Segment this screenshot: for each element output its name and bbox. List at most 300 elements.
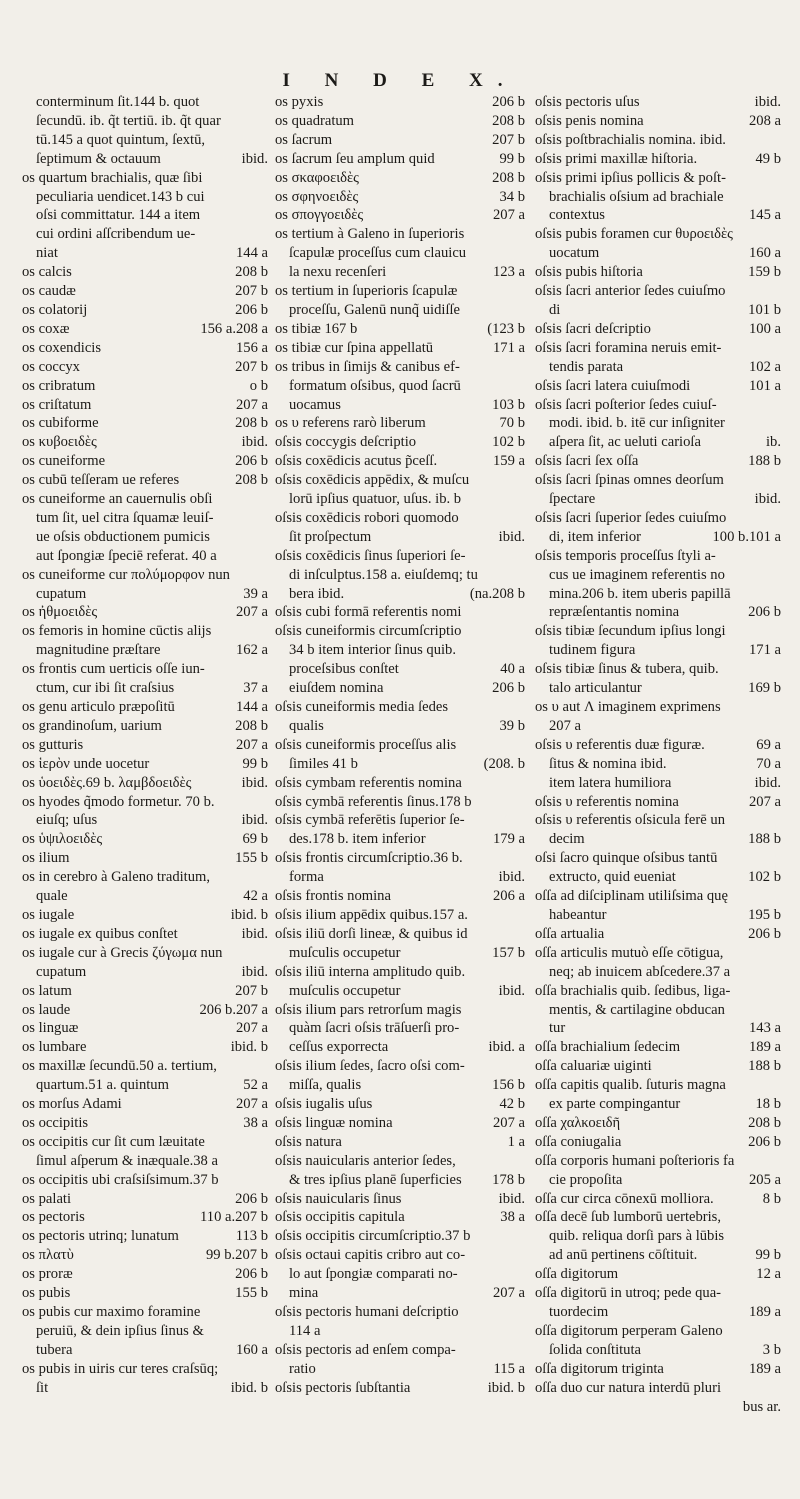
index-entry xyxy=(275,755,525,774)
index-entry xyxy=(22,603,268,622)
entry-reference: 159 b xyxy=(748,264,781,281)
entry-reference: 49 b xyxy=(755,150,781,167)
entry-reference: 52 a xyxy=(243,1077,268,1094)
index-entry xyxy=(535,320,781,339)
entry-reference: ib. xyxy=(766,434,781,451)
index-entry xyxy=(22,717,268,736)
index-entry xyxy=(22,1038,268,1057)
entry-text: oſsis ſacri ſuperior ſedes cuiuſmo xyxy=(535,509,727,526)
entry-text: quib. reliqua dorſi pars à lūbis xyxy=(549,1228,725,1245)
entry-text: oſsis occipitis capitula xyxy=(275,1209,405,1226)
entry-reference: 206 b xyxy=(235,453,268,470)
index-entry xyxy=(535,622,781,641)
index-entry xyxy=(275,944,525,963)
index-entry xyxy=(22,282,268,301)
index-entry xyxy=(22,925,268,944)
entry-text: os pectoris utrinq; lunatum xyxy=(22,1228,179,1245)
entry-text: os pubis cur maximo foramine xyxy=(22,1304,201,1320)
entry-reference: ibid. xyxy=(498,1190,525,1207)
entry-text: quartum.51 a. quintum xyxy=(36,1077,169,1094)
index-entry xyxy=(275,982,525,1001)
entry-text: os υ aut Λ imaginem exprimens xyxy=(535,699,721,715)
entry-reference: 102 b xyxy=(748,869,781,886)
entry-reference: ibid. xyxy=(498,982,525,999)
entry-text: oſsis ſacri ſpinas omnes deorſum xyxy=(535,472,724,489)
entry-text: qualis xyxy=(289,717,324,734)
entry-reference: 206 b xyxy=(235,1190,268,1207)
entry-text: oſsis linguæ nomina xyxy=(275,1114,393,1131)
index-entry xyxy=(535,849,781,868)
entry-text: os ſacrum ſeu amplum quid xyxy=(275,150,435,167)
entry-reference: 208 b xyxy=(492,112,525,129)
index-entry xyxy=(22,736,268,755)
entry-text: ſitus & nomina ibid. xyxy=(549,755,667,772)
entry-text: oſsi committatur. 144 a item xyxy=(36,207,201,224)
index-entry xyxy=(535,830,781,849)
index-entry xyxy=(535,547,781,566)
index-entry xyxy=(275,566,525,585)
entry-text: tudinem figura xyxy=(549,642,636,659)
index-entry xyxy=(535,1246,781,1265)
entry-text: os ἱερὸν unde uocetur xyxy=(22,755,150,772)
entry-text: quàm ſacri oſsis trāſuerſi pro- xyxy=(289,1020,460,1037)
index-entry xyxy=(22,1379,268,1398)
index-entry xyxy=(22,1133,268,1152)
entry-text: os quadratum xyxy=(275,112,355,129)
entry-text: bus ar. xyxy=(742,1398,781,1415)
entry-text: os ἠθμοειδὲς xyxy=(22,604,98,621)
index-entry xyxy=(275,603,525,622)
entry-text: ſolida conſtituta xyxy=(549,1341,642,1358)
entry-text: os cuneiforme an cauernulis obſi xyxy=(22,491,213,508)
entry-text: la nexu recenſeri xyxy=(289,264,387,281)
entry-text: oſsis pectoris ad enſem compa- xyxy=(275,1341,456,1358)
index-entry xyxy=(535,377,781,396)
index-entry xyxy=(22,112,268,131)
index-entry xyxy=(275,301,525,320)
index-entry xyxy=(535,1133,781,1152)
index-entry xyxy=(535,1171,781,1190)
entry-text: ad anū pertinens cōſtituit. xyxy=(549,1247,698,1264)
index-entry xyxy=(22,452,268,471)
index-entry xyxy=(275,188,525,207)
entry-reference: 155 b xyxy=(235,850,268,867)
index-entry xyxy=(22,263,268,282)
index-entry xyxy=(535,188,781,207)
entry-text: os latum xyxy=(22,982,72,999)
entry-text: modi. ibid. b. itē cur inſigniter xyxy=(549,415,725,432)
index-entry xyxy=(535,906,781,925)
entry-reference: 34 b xyxy=(499,188,525,205)
index-entry xyxy=(275,925,525,944)
entry-text: os coxæ xyxy=(22,320,70,337)
entry-text: oſſa cur circa cōnexū molliora. xyxy=(535,1190,714,1207)
entry-reference: 37 a xyxy=(243,680,268,697)
entry-text: oſsis ilium appēdix quibus.157 a. xyxy=(275,906,468,923)
entry-reference: 42 b xyxy=(499,1096,525,1113)
entry-text: os frontis cum uerticis oſſe iun- xyxy=(22,661,205,678)
entry-reference: ibid. xyxy=(498,869,525,886)
entry-reference: 102 b xyxy=(492,434,525,451)
index-entry xyxy=(275,1322,525,1341)
index-entry xyxy=(535,1057,781,1076)
entry-text: os proræ xyxy=(22,1266,73,1283)
entry-reference: 144 a xyxy=(235,699,268,715)
entry-text: oſsis cuneiformis circumſcriptio xyxy=(275,623,462,640)
entry-text: extructo, quid eueniat xyxy=(549,869,676,886)
entry-reference: 178 b xyxy=(492,1171,525,1188)
entry-text: di xyxy=(549,301,561,318)
entry-text: cupatum xyxy=(36,963,87,980)
entry-text: os ὑοειδὲς.69 b. λαμβδοειδὲς xyxy=(22,774,192,791)
entry-reference: 1 a xyxy=(507,1133,525,1150)
entry-reference: 207 a xyxy=(235,736,268,753)
entry-reference: 157 b xyxy=(492,944,525,961)
entry-text: os cubū teſſeram ue referes xyxy=(22,472,180,489)
entry-text: oſsis υ referentis oſsicula ferē un xyxy=(535,812,725,829)
index-entry xyxy=(535,1114,781,1133)
entry-text: os κυβοειδὲς xyxy=(22,434,97,451)
entry-reference: 195 b xyxy=(748,906,781,923)
index-entry xyxy=(535,339,781,358)
entry-reference: 144 a xyxy=(235,245,268,262)
index-entry xyxy=(535,414,781,433)
index-entry xyxy=(275,263,525,282)
entry-reference: 99 b.207 b xyxy=(205,1247,268,1264)
entry-reference: 3 b xyxy=(762,1341,781,1358)
index-entry xyxy=(275,1379,525,1398)
entry-reference: 208 b xyxy=(492,169,525,186)
entry-reference: 115 a xyxy=(493,1360,525,1377)
index-entry xyxy=(535,490,781,509)
entry-text: oſsis cymbā referētis ſuperior ſe- xyxy=(275,812,465,829)
entry-text: os femoris in homine cūctis alijs xyxy=(22,623,212,640)
entry-text: oſsis ſacri foramina neruis emit- xyxy=(535,339,722,356)
entry-text: os grandinoſum, uarium xyxy=(22,717,162,734)
entry-reference: (208. b xyxy=(483,755,525,772)
index-entry xyxy=(535,1038,781,1057)
index-entry xyxy=(275,963,525,982)
index-entry xyxy=(22,509,268,528)
entry-reference: 207 a xyxy=(492,1285,525,1302)
entry-reference: ibid. b xyxy=(230,1379,268,1396)
entry-reference: 155 b xyxy=(235,1285,268,1302)
index-entry xyxy=(275,320,525,339)
entry-text: os tertium in ſuperioris ſcapulæ xyxy=(275,283,458,300)
index-entry xyxy=(22,244,268,263)
index-entry xyxy=(535,1360,781,1379)
index-entry xyxy=(535,1322,781,1341)
index-entry xyxy=(22,1001,268,1020)
entry-text: oſsis ſacri deſcriptio xyxy=(535,320,651,337)
entry-text: formatum oſsibus, quod ſacrū xyxy=(289,377,461,394)
entry-reference: 188 b xyxy=(748,1058,781,1075)
index-entry xyxy=(275,1190,525,1209)
entry-text: item latera humiliora xyxy=(549,774,672,791)
entry-reference: 207 b xyxy=(235,358,268,375)
entry-text: os iugale cur à Grecis ζύγωμα nun xyxy=(22,944,223,961)
entry-text: cui ordini aſſcribendum ue- xyxy=(36,226,196,243)
entry-reference: 159 a xyxy=(492,453,525,470)
entry-text: os tibiæ 167 b xyxy=(275,320,358,337)
index-entry xyxy=(275,244,525,263)
index-entry xyxy=(275,868,525,887)
entry-reference: 110 a.207 b xyxy=(200,1209,268,1226)
entry-text: oſsis nauicularis anterior ſedes, xyxy=(275,1152,456,1169)
index-entry xyxy=(535,774,781,793)
entry-text: os πλατὺ xyxy=(22,1247,74,1264)
entry-text: oſsis ſacri poſterior ſedes cuiuſ- xyxy=(535,396,717,413)
entry-text: oſsis ſacri ſex oſſa xyxy=(535,453,639,470)
index-entry xyxy=(535,566,781,585)
index-entry xyxy=(22,698,268,717)
index-entry xyxy=(275,339,525,358)
entry-text: os colatorij xyxy=(22,301,88,318)
entry-text: os coccyx xyxy=(22,358,80,375)
entry-text: oſſa articulis mutuò eſſe cōtigua, xyxy=(535,944,724,961)
index-entry xyxy=(275,736,525,755)
entry-reference: 208 b xyxy=(235,717,268,734)
entry-text: os genu articulo præpoſitū xyxy=(22,699,175,715)
index-entry xyxy=(275,641,525,660)
entry-reference: 156 a xyxy=(235,339,268,356)
entry-text: conterminum ſit.144 b. quot xyxy=(36,94,200,110)
index-entry xyxy=(535,793,781,812)
entry-text: oſsis tibiæ ſinus & tubera, quib. xyxy=(535,661,719,678)
index-entry xyxy=(22,490,268,509)
index-entry xyxy=(535,982,781,1001)
entry-text: ſimiles 41 b xyxy=(289,755,358,772)
index-entry xyxy=(275,150,525,169)
index-entry xyxy=(535,1208,781,1227)
entry-text: di, item inferior xyxy=(549,528,641,545)
entry-reference: ibid. xyxy=(754,94,781,110)
index-column-1 xyxy=(22,93,268,1398)
index-entry xyxy=(275,1303,525,1322)
entry-reference: 160 a xyxy=(235,1341,268,1358)
entry-text: oſsis coxēdicis ſinus ſuperiori ſe- xyxy=(275,547,466,564)
index-entry xyxy=(22,377,268,396)
entry-text: oſsis cymbā referentis ſinus.178 b xyxy=(275,793,472,810)
entry-text: miſſa, qualis xyxy=(289,1077,362,1094)
index-entry xyxy=(22,320,268,339)
entry-text: ſpectare xyxy=(549,491,596,508)
entry-reference: 207 b xyxy=(492,131,525,148)
entry-reference: 207 a xyxy=(235,604,268,621)
index-entry xyxy=(275,93,525,112)
index-entry xyxy=(275,811,525,830)
entry-text: cupatum xyxy=(36,585,87,602)
index-entry xyxy=(535,244,781,263)
entry-text: os σπογγοειδὲς xyxy=(275,207,364,224)
entry-reference: 207 a xyxy=(492,1114,525,1131)
entry-text: os pubis xyxy=(22,1285,71,1302)
index-entry xyxy=(22,471,268,490)
entry-reference: 188 b xyxy=(748,453,781,470)
index-entry xyxy=(275,887,525,906)
index-entry xyxy=(535,1265,781,1284)
entry-reference: 206 b xyxy=(492,680,525,697)
index-entry xyxy=(22,906,268,925)
index-entry xyxy=(535,868,781,887)
index-entry xyxy=(22,339,268,358)
entry-reference: 205 a xyxy=(748,1171,781,1188)
entry-text: oſſa artualia xyxy=(535,925,605,942)
entry-reference: 38 a xyxy=(243,1114,268,1131)
entry-text: oſsis υ referentis nomina xyxy=(535,793,679,810)
index-entry xyxy=(22,660,268,679)
index-entry xyxy=(535,736,781,755)
entry-text: ex parte compingantur xyxy=(549,1096,681,1113)
entry-text: muſculis occupetur xyxy=(289,982,401,999)
entry-text: ſeptimum & octauum xyxy=(36,150,161,167)
index-entry xyxy=(275,1171,525,1190)
entry-reference: (123 b xyxy=(487,320,525,337)
entry-text: oſsis ſacri anterior ſedes cuiuſmo xyxy=(535,283,726,300)
index-entry xyxy=(535,282,781,301)
entry-text: cie propoſita xyxy=(549,1171,623,1188)
entry-text: os ilium xyxy=(22,850,70,867)
index-entry xyxy=(22,1171,268,1190)
entry-text: repræſentantis nomina xyxy=(549,604,680,621)
entry-text: quale xyxy=(36,888,68,905)
entry-reference: 206 b xyxy=(235,301,268,318)
entry-text: os morſus Adami xyxy=(22,1096,122,1113)
entry-reference: ibid. xyxy=(754,491,781,508)
entry-text: lo aut ſpongiæ comparati no- xyxy=(289,1266,458,1283)
entry-text: brachialis oſsium ad brachiale xyxy=(549,188,724,205)
entry-text: ſit proſpectum xyxy=(289,528,372,545)
entry-reference: 208 b xyxy=(235,472,268,489)
index-entry xyxy=(22,944,268,963)
entry-text: oſsi ſacro quinque oſsibus tantū xyxy=(535,850,718,867)
index-entry xyxy=(535,603,781,622)
entry-text: oſsis cymbam referentis nomina xyxy=(275,774,462,791)
entry-text: os σκαφοειδὲς xyxy=(275,169,359,186)
index-entry xyxy=(275,1284,525,1303)
index-entry xyxy=(535,944,781,963)
entry-text: oſsis coxēdicis acutus p̃ceſſ. xyxy=(275,453,438,470)
index-entry xyxy=(275,793,525,812)
index-entry xyxy=(275,906,525,925)
entry-reference: 18 b xyxy=(755,1096,781,1113)
entry-text: os cubiforme xyxy=(22,415,99,432)
entry-text: mentis, & cartilagine obducan xyxy=(549,1001,725,1018)
index-entry xyxy=(22,188,268,207)
index-entry xyxy=(535,396,781,415)
entry-text: oſsis temporis proceſſus ſtyli a- xyxy=(535,547,716,564)
entry-reference: o b xyxy=(249,377,268,394)
entry-text: os υ referens rarò liberum xyxy=(275,415,426,432)
index-entry xyxy=(22,1341,268,1360)
entry-text: ſit xyxy=(36,1379,49,1396)
index-entry xyxy=(275,1265,525,1284)
entry-text: des.178 b. item inferior xyxy=(289,831,426,848)
index-column-2 xyxy=(275,93,525,1398)
index-entry xyxy=(275,1360,525,1379)
index-entry xyxy=(22,793,268,812)
index-entry xyxy=(275,414,525,433)
entry-text: oſsis cuneiformis proceſſus alis xyxy=(275,736,457,753)
index-entry xyxy=(535,509,781,528)
entry-text: talo articulantur xyxy=(549,680,642,697)
index-entry xyxy=(535,1095,781,1114)
index-entry xyxy=(22,1190,268,1209)
entry-text: ſecundū. ib. q̃t tertiū. ib. q̃t quar xyxy=(36,112,221,129)
index-entry xyxy=(22,811,268,830)
index-entry xyxy=(275,1152,525,1171)
index-entry xyxy=(22,1265,268,1284)
entry-reference: 206 b xyxy=(748,1133,781,1150)
entry-text: tubera xyxy=(36,1341,73,1358)
index-entry xyxy=(275,1001,525,1020)
index-entry xyxy=(275,509,525,528)
index-entry xyxy=(535,1001,781,1020)
entry-reference: 207 a xyxy=(748,793,781,810)
entry-reference: 99 b xyxy=(499,150,525,167)
entry-text: oſsis cuneiformis media ſedes xyxy=(275,699,449,715)
index-entry xyxy=(22,206,268,225)
entry-reference: 99 b xyxy=(242,755,268,772)
index-entry xyxy=(535,263,781,282)
entry-text: oſſa digitorum triginta xyxy=(535,1360,664,1377)
index-entry xyxy=(22,131,268,150)
entry-text: os iugale ex quibus conſtet xyxy=(22,925,178,942)
index-entry xyxy=(535,1190,781,1209)
entry-text: ceſſus exporrecta xyxy=(289,1039,389,1056)
entry-reference: ibid. xyxy=(241,150,268,167)
entry-text: os cribratum xyxy=(22,377,96,394)
entry-text: forma xyxy=(289,869,324,886)
entry-text: oſsis iliū dorſi lineæ, & quibus id xyxy=(275,925,468,942)
index-entry xyxy=(535,1398,781,1417)
index-entry xyxy=(275,131,525,150)
entry-text: oſſa duo cur natura interdū pluri xyxy=(535,1379,722,1396)
entry-text: oſsis primi ipſius pollicis & poſt- xyxy=(535,169,726,186)
entry-text: cus ue imaginem referentis no xyxy=(549,566,725,583)
entry-reference: 208 b xyxy=(235,415,268,432)
entry-reference: 70 a xyxy=(756,755,781,772)
entry-text: os gutturis xyxy=(22,736,84,753)
index-entry xyxy=(22,887,268,906)
index-entry xyxy=(22,641,268,660)
entry-text: oſsis pubis foramen cur θυροειδὲς xyxy=(535,226,733,243)
index-entry xyxy=(275,622,525,641)
index-entry xyxy=(22,622,268,641)
index-entry xyxy=(22,1019,268,1038)
index-entry xyxy=(275,452,525,471)
entry-text: oſsis ilium pars retrorſum magis xyxy=(275,1001,462,1018)
index-entry xyxy=(22,547,268,566)
entry-text: muſculis occupetur xyxy=(289,944,401,961)
entry-reference: 145 a xyxy=(748,207,781,224)
index-entry xyxy=(22,1152,268,1171)
entry-reference: 42 a xyxy=(243,888,268,905)
entry-reference: 179 a xyxy=(492,831,525,848)
entry-text: oſsis frontis nomina xyxy=(275,888,391,905)
index-entry xyxy=(535,452,781,471)
entry-reference: ibid. xyxy=(498,528,525,545)
entry-text: tum ſit, uel citra ſquamæ leuiſ- xyxy=(36,509,214,526)
index-entry xyxy=(535,225,781,244)
index-entry xyxy=(535,811,781,830)
entry-text: oſsis frontis circumſcriptio.36 b. xyxy=(275,850,463,867)
index-entry xyxy=(535,1076,781,1095)
entry-text: ue oſsis obductionem pumicis xyxy=(36,528,210,545)
entry-text: oſſa decē ſub lumborū uertebris, xyxy=(535,1209,722,1226)
index-entry xyxy=(22,433,268,452)
entry-reference: 113 b xyxy=(235,1228,268,1245)
